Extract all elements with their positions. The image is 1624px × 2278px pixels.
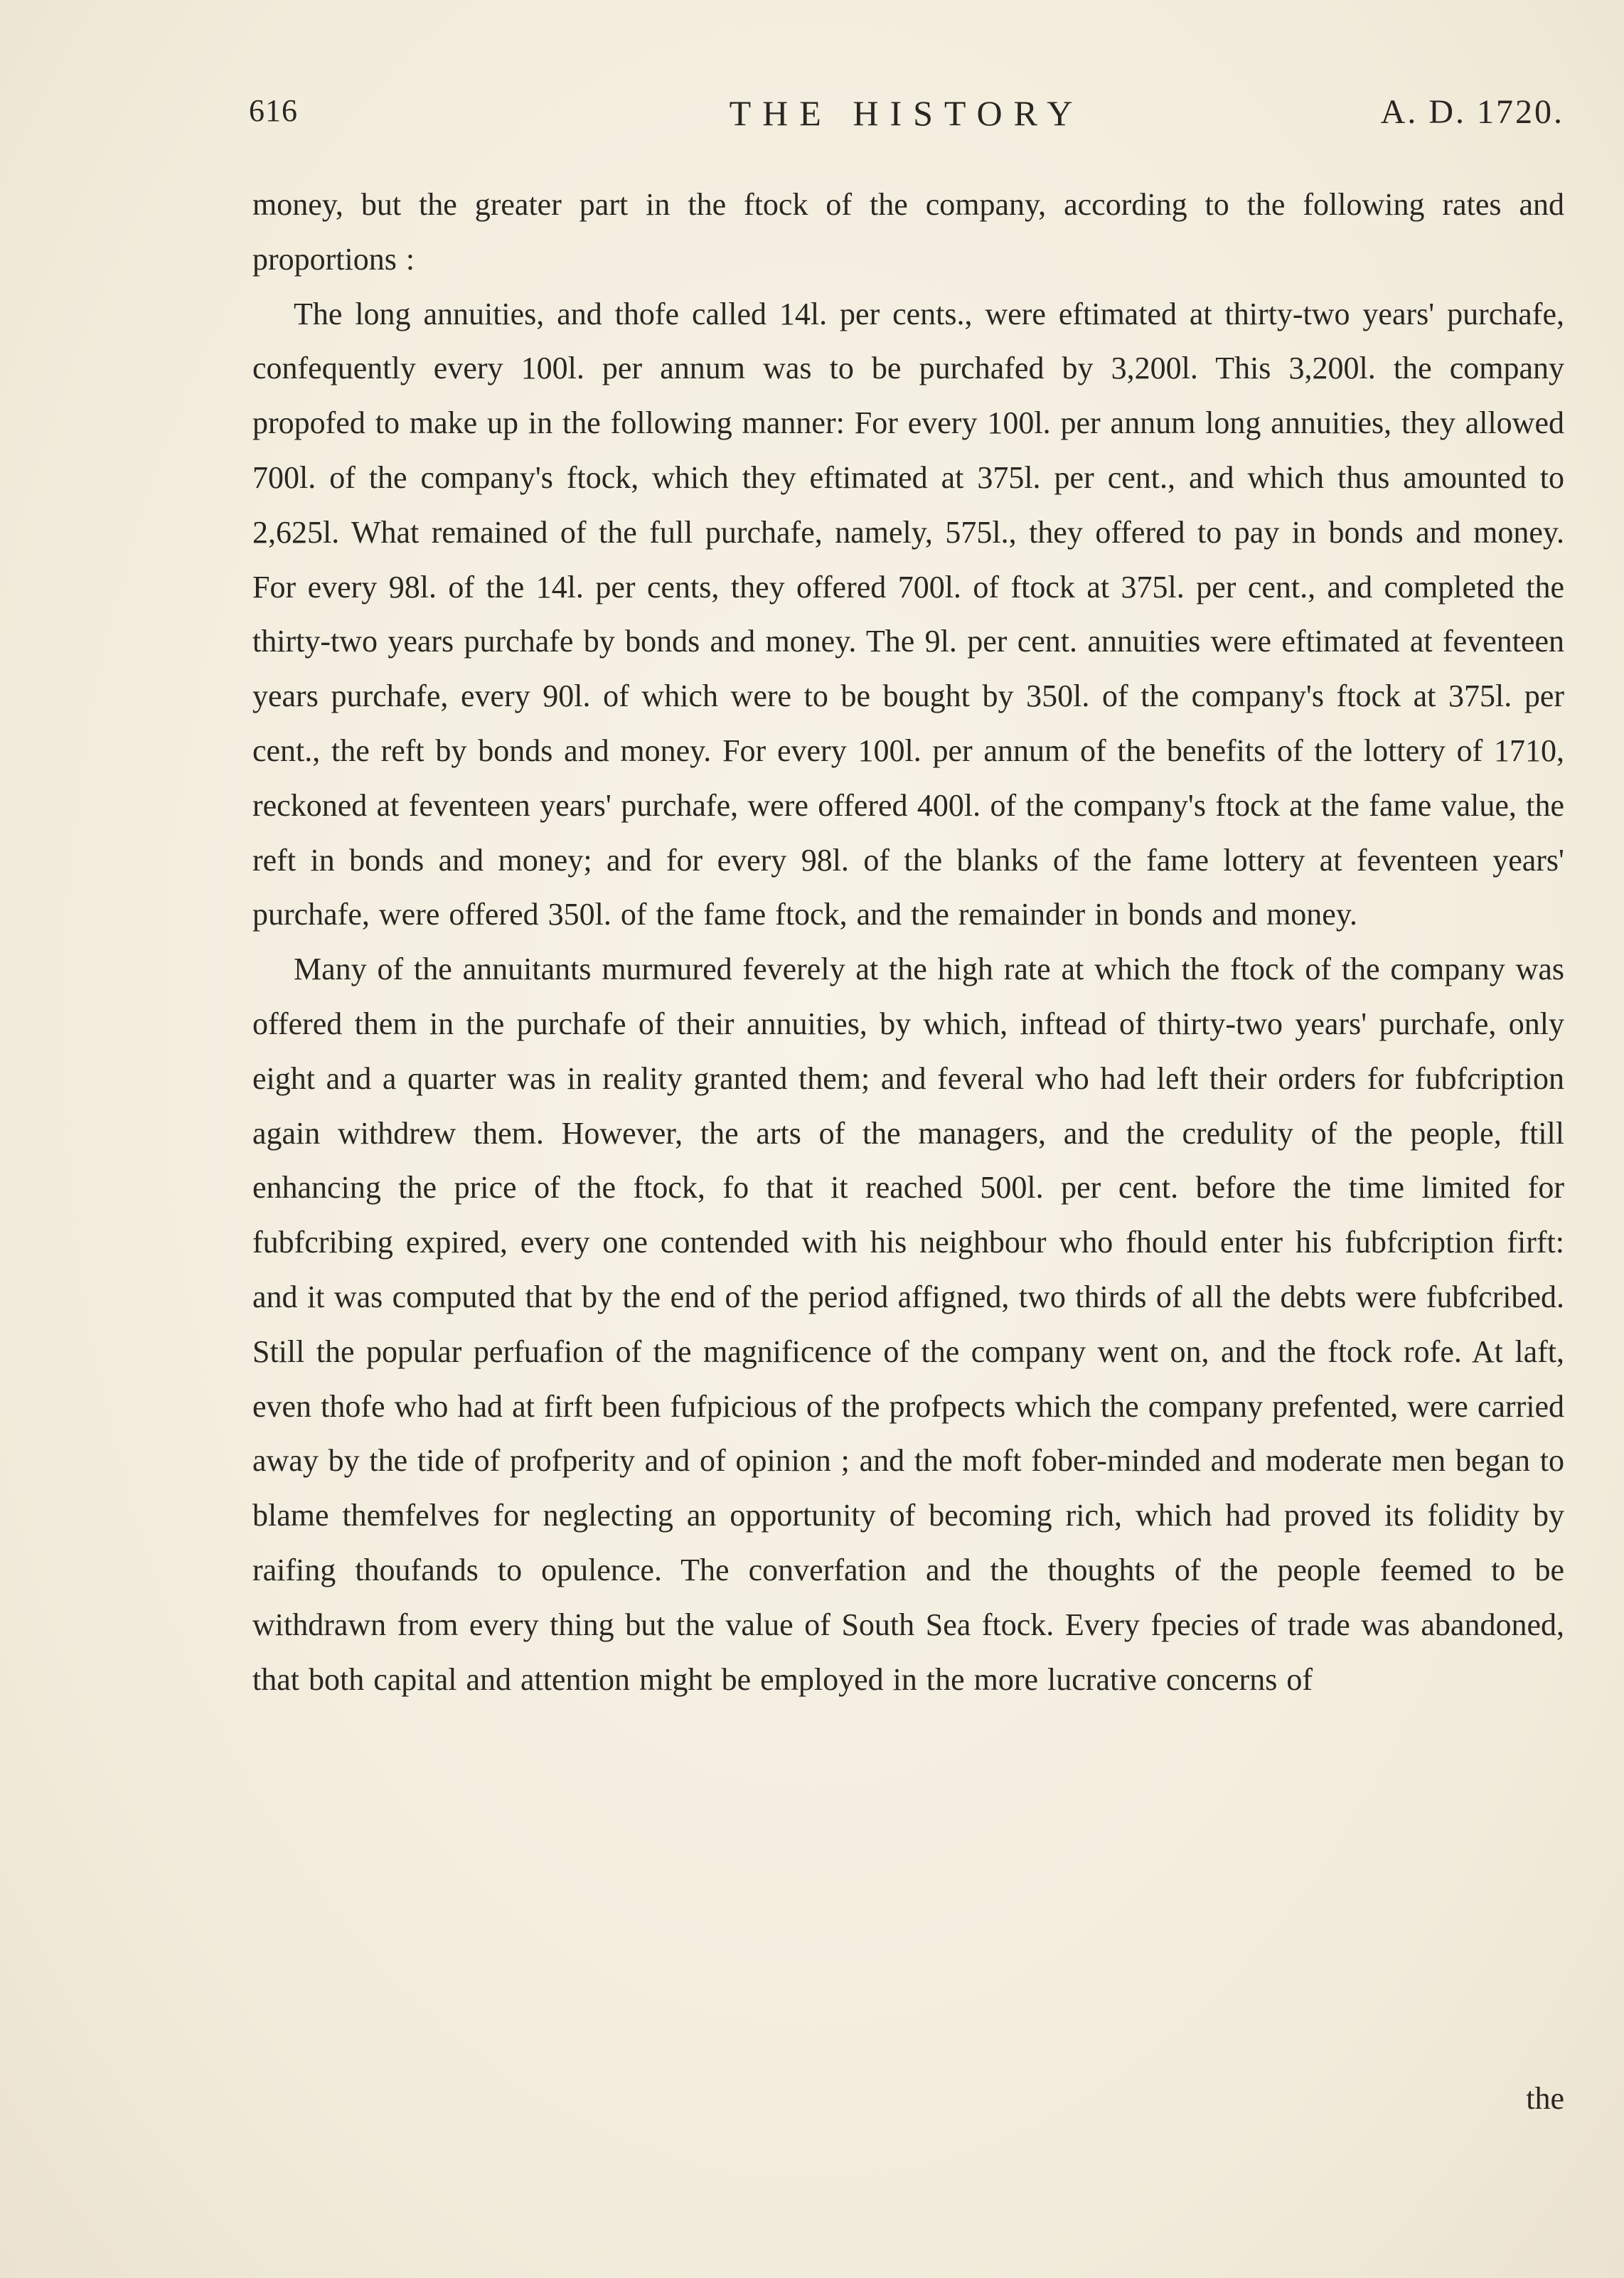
paragraph-3: Many of the annuitants murmured feverely at the high rate at which the ftock of the company was offered them in the purchafe of their annuities, by which, inftead of thirty-two years' purchafe, only eight and a quarter was in reality granted them; and feveral who had left their orders for fubfcription again withdrew them. However, the arts of the managers, and the credulity of the people, ftill enhancing the price of the ftock, fo that it reached 500l. per cent. before the time limited for fubfcribing expired, every one contended with his neighbour who fhould enter his fubfcription firft: and it was computed that by the end of the period affigned, two thirds of all the debts were fubfcribed. Still the popular perfuafion of the magnificence of the company went on, and the ftock rofe. At laft, even thofe who had at firft been fufpicious of the profpects which the company prefented, were carried away by the tide of profperity and of opinion ; and the moft fober-minded and moderate men began to blame themfelves for neglecting an opportunity of becoming rich, which had proved its folidity by raifing thoufands to opulence. The converfation and the thoughts of the people feemed to be withdrawn from every thing but the value of South Sea ftock. Every fpecies of trade was abandoned, that both capital and attention might be employed in the more lucrative concerns of bbox=[252, 952, 1564, 1697]
running-title: THE HISTORY bbox=[729, 93, 1084, 133]
page-header bbox=[249, 92, 1564, 149]
body-text bbox=[252, 178, 1564, 1707]
page-number: 616 bbox=[249, 93, 298, 128]
date-heading: A. D. 1720. bbox=[1380, 93, 1564, 131]
paragraph-2: The long annuities, and thofe called 14l. per cents., were eftimated at thirty-two years' purchafe, confequently every 100l. per annum was to be purchafed by 3,200l. This 3,200l. the company propofed to make up in the following manner: For every 100l. per annum long annuities, they allowed 700l. of the company's ftock, which they eftimated at 375l. per cent., and which thus amounted to 2,625l. What remained of the full purchafe, namely, 575l., they offered to pay in bonds and money. For every 98l. of the 14l. per cents, they offered 700l. of ftock at 375l. per cent., and completed the thirty-two years purchafe by bonds and money. The 9l. per cent. annuities were eftimated at feventeen years purchafe, every 90l. of which were to be bought by 350l. of the company's ftock at 375l. per cent., the reft by bonds and money. For every 100l. per annum of the benefits of the lottery of 1710, reckoned at feventeen years' purchafe, were offered 400l. of the company's ftock at the fame value, the reft in bonds and money; and for every 98l. of the blanks of the fame lottery at feventeen years' purchafe, were offered 350l. of the fame ftock, and the remainder in bonds and money. bbox=[252, 296, 1564, 932]
catchword: the bbox=[1526, 2081, 1564, 2116]
paragraph-1: money, but the greater part in the ftock of the company, according to the following rates and proportions : bbox=[252, 187, 1564, 277]
